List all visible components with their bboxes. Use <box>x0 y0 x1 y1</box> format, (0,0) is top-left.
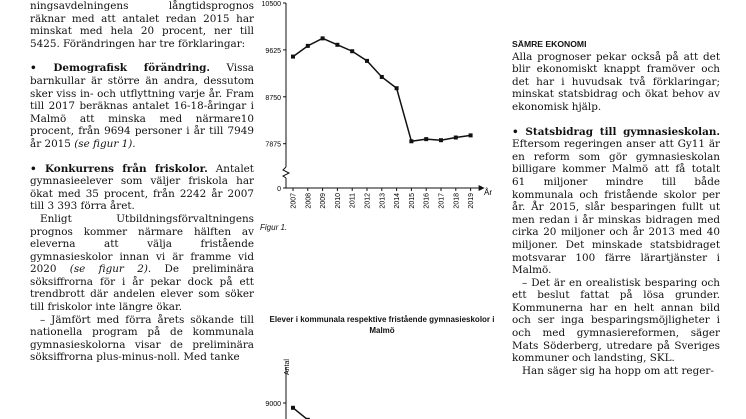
friskolor-lead: • Konkurrens från friskolor. <box>30 162 208 175</box>
figure-1-line-chart <box>256 0 508 222</box>
demografi-lead: • Demografisk förändring. <box>30 62 211 75</box>
chart1-x-tick-label: 2010 <box>334 193 342 209</box>
section-heading: SÄMRE EKONOMI <box>512 39 587 49</box>
chart1-point <box>365 59 369 63</box>
chart1-points <box>291 36 473 143</box>
demografi-ref: (se figur 1). <box>74 137 136 150</box>
chart1-x-tick-label: 2016 <box>423 193 431 209</box>
friskolor-text: Antalet gymnasieelever som väljer friskola har ökat med 35 procent, från 2242 år 2007 till 3 393 förra året. <box>30 162 254 213</box>
chart2-series-line <box>293 408 367 419</box>
chart1-x-tick-labels <box>291 188 476 209</box>
chart1-point <box>350 49 354 53</box>
left-paragraph-friskolor <box>30 163 254 213</box>
chart1-x-tick-label: 2009 <box>320 193 328 209</box>
chart1-point <box>424 137 428 141</box>
chart1-y-tick-label: 9625 <box>265 47 281 55</box>
figure-2-line-chart <box>256 355 508 419</box>
prognos-text-2: De preliminära söksiffrorna för i år pekar dock på ett trendbrott där andelen elever som söker till friskolor inte längre ökar. <box>30 263 254 314</box>
chart1-point <box>454 136 458 140</box>
chart1-axes <box>283 3 485 191</box>
chart1-x-tick-label: 2019 <box>468 193 476 209</box>
chart1-point <box>380 75 384 79</box>
prognos-ref: (se figur 2). <box>69 263 152 276</box>
chart1-point <box>395 86 399 90</box>
chart1-y-ticks <box>262 1 286 193</box>
chart1-x-tick-label: 2015 <box>408 193 416 209</box>
left-paragraph-prognos <box>30 213 254 314</box>
chart1-x-tick-label: 2012 <box>364 193 372 209</box>
statsbidrag-lead: • Statsbidrag till gymnasieskolan. <box>512 125 720 138</box>
right-paragraph-quote: – Det är en orealistisk besparing och ett beslut fattat på lösa grunder. Kommunerna har en helt annan bild och ser inga besparingsmöjligheter i och med gymnasiereformen, säger Mats Söderberg, utredare på Sveriges kommuner och landsting, SKL. <box>512 276 720 365</box>
chart2-point <box>291 406 295 410</box>
chart1-x-tick-label: 2014 <box>394 193 402 209</box>
left-paragraph-quote: – Jämfört med förra årets sökande till nationella program på de kommunala gymnasieskolorna visar de preliminära söksiffrorna plus-minus-noll. Med tanke <box>30 313 254 364</box>
right-paragraph-last: Han säger sig ha hopp om att reger- <box>522 364 714 377</box>
chart1-point <box>335 43 339 47</box>
chart1-y-tick-label: 8750 <box>265 94 281 102</box>
chart1-point <box>306 44 310 48</box>
chart1-x-tick-label: 2013 <box>379 193 387 209</box>
right-text-column <box>512 0 720 377</box>
chart1-y-tick-label: 10500 <box>261 1 281 8</box>
chart1-point <box>439 138 443 142</box>
prognos-text: Enligt Utbildningsförvaltningens prognos kommer närmare hälften av eleverna att välja fristående gymnasieskolor innan vi är framme vid 2020 <box>30 212 254 276</box>
chart2-points <box>291 406 369 419</box>
statsbidrag-text: Eftersom regeringen anser att Gy11 är en reform som gör gymnasieskolan billigare kommer Malmö att få totalt 61 miljoner mindre till både kommunala och fristående skolor per år. År 2015, slår besparingen fullt ut men redan i år minskas bidragen med cirka 20 miljoner och år 2013 med 40 miljoner. Det minskade statsbidraget motsvarar 100 färre lärartjänster i Malmö. <box>512 138 720 277</box>
chart1-point <box>469 133 473 137</box>
chart2-y-ticks <box>265 401 286 408</box>
chart1-x-tick-label: 2008 <box>305 193 313 209</box>
chart1-x-tick-label: 2007 <box>290 193 298 209</box>
figure-1-caption: Figur 1. <box>260 223 288 232</box>
left-text-column <box>30 0 254 364</box>
right-paragraph-statsbidrag <box>512 126 720 277</box>
chart1-axis-break <box>283 167 289 178</box>
chart1-y-tick-label: 0 <box>277 186 281 193</box>
chart1-x-axis-label: År <box>484 188 492 197</box>
left-paragraph-demografi <box>30 62 254 150</box>
chart2-y-axis-label: Antal <box>284 359 291 375</box>
chart1-x-tick-label: 2018 <box>453 193 461 209</box>
chart1-point <box>321 36 325 40</box>
chart1-x-tick-label: 2011 <box>349 193 357 209</box>
figure-2-title: Elever i kommunala respektive fristående gymnasieskolor i Malmö <box>269 315 495 335</box>
chart1-point <box>409 139 413 143</box>
right-paragraph-1: Alla prognoser pekar också på att det blir ekonomiskt knappt framöver och det har i huvudsak två förklaringar; minskat statsbidrag och ökat behov av ekonomisk hjälp. <box>512 50 720 113</box>
chart1-x-tick-label: 2017 <box>438 193 446 209</box>
chart1-y-tick-label: 7875 <box>265 141 281 149</box>
demografi-text: Vissa barnkullar är större än andra, dessutom sker viss in- och utflyttning varje år. Fram till 2017 beräknas antalet 16-18-åringar i Malmö att minska med närmare10 procent, från 9694 personer i år till 7949 år 2015 <box>30 62 254 150</box>
chart2-y-tick-label: 9000 <box>265 401 281 408</box>
chart1-series-line <box>293 38 471 141</box>
chart1-point <box>291 55 295 59</box>
left-paragraph-1: ningsavdelningens långtidsprognos räknar med att antalet redan 2015 har minskat med hela 20 procent, ner till 5425. Förändringen har tre förklaringar: <box>30 0 254 50</box>
